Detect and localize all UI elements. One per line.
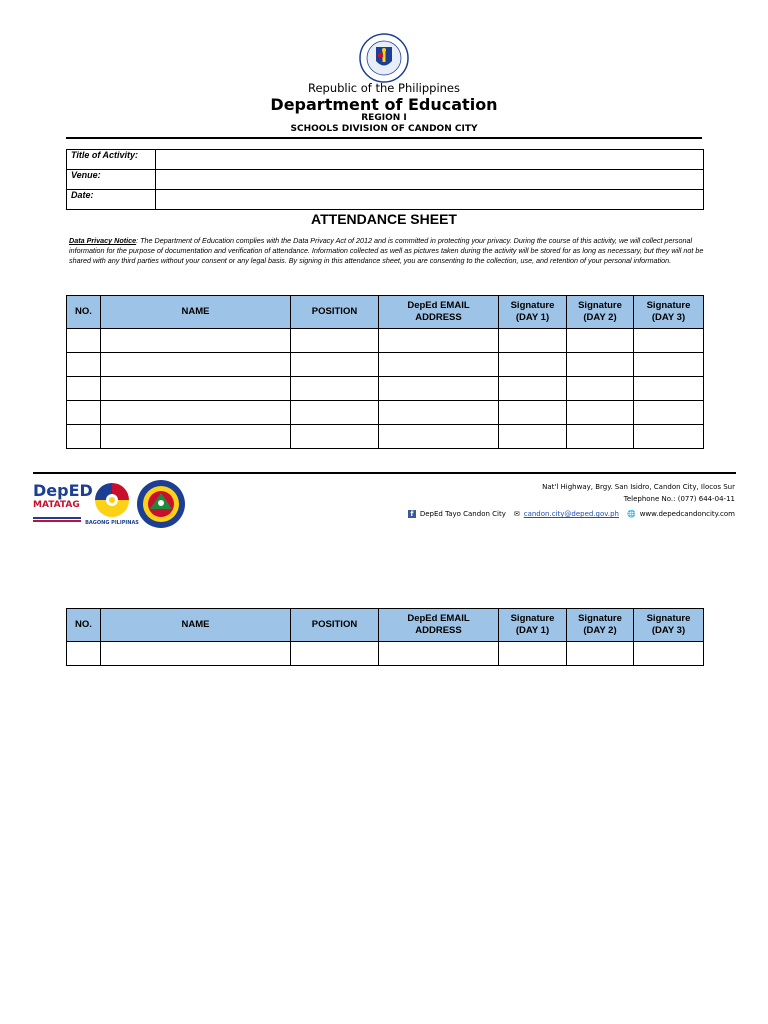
table-row [67, 401, 704, 425]
cell-email[interactable] [379, 425, 499, 449]
day3-label: (DAY 3) [651, 625, 686, 636]
cell-sig-day3[interactable] [634, 353, 704, 377]
col-header-email [379, 609, 499, 642]
department-heading: Department of Education [270, 95, 498, 114]
cell-position[interactable] [291, 642, 379, 666]
cell-sig-day2[interactable] [567, 401, 634, 425]
title-of-activity-field[interactable] [156, 150, 704, 170]
day2-label: (DAY 2) [583, 625, 617, 636]
cell-sig-day1[interactable] [499, 642, 567, 666]
bagong-logo-text: BAGONG PILIPINAS [85, 520, 139, 526]
cell-sig-day1[interactable] [499, 401, 567, 425]
privacy-notice-text: : The Department of Education complies with the Data Privacy Act of 2012 and is committed in protecting your privacy. During the course of this activity, we will collect personal information for the purpose of documentation and verification of attendance. Information collected as well as pictures taken during the activity will be stored for as long as necessary, but they will not be shared with any third parties without your consent or any legal basis. By signing in this attendance sheet, you are consenting to the collection, use, and retention of your personal information. [69, 236, 704, 265]
sig-label: Signature [646, 613, 691, 624]
sig-label: Signature [646, 300, 691, 311]
globe-icon: 🌐 [626, 510, 636, 518]
cell-sig-day2[interactable] [567, 377, 634, 401]
bagong-pilipinas-logo [85, 480, 139, 526]
col-header-position: POSITION [291, 609, 379, 642]
table-row [67, 353, 704, 377]
cell-email[interactable] [379, 353, 499, 377]
col-header-sig-day1 [499, 296, 567, 329]
deped-logo-text: DepED [33, 481, 93, 500]
cell-sig-day1[interactable] [499, 329, 567, 353]
cell-no[interactable] [67, 401, 101, 425]
col-header-position: POSITION [291, 296, 379, 329]
info-label-venue: Venue: [67, 170, 156, 190]
data-privacy-notice [69, 236, 709, 266]
attendance-table-page-2 [66, 608, 704, 666]
cell-position[interactable] [291, 425, 379, 449]
cell-no[interactable] [67, 642, 101, 666]
cell-position[interactable] [291, 401, 379, 425]
cell-name[interactable] [101, 377, 291, 401]
region-heading: REGION I [361, 113, 407, 123]
table-row [67, 425, 704, 449]
sig-label: Signature [510, 613, 555, 624]
cell-sig-day1[interactable] [499, 353, 567, 377]
cell-sig-day1[interactable] [499, 377, 567, 401]
matatag-logo-text: MATATAG [33, 500, 80, 510]
col-header-no: NO. [67, 296, 101, 329]
info-label-date: Date: [67, 190, 156, 210]
cell-sig-day1[interactable] [499, 425, 567, 449]
facebook-link[interactable]: DepEd Tayo Candon City [419, 510, 506, 518]
attendance-table [66, 295, 704, 449]
cell-sig-day2[interactable] [567, 353, 634, 377]
republic-heading: Republic of the Philippines [307, 81, 461, 95]
cell-no[interactable] [67, 353, 101, 377]
venue-field[interactable] [156, 170, 704, 190]
cell-sig-day3[interactable] [634, 329, 704, 353]
col-header-email-line2: ADDRESS [415, 625, 462, 636]
matatag-stripes-icon [33, 517, 81, 523]
cell-email[interactable] [379, 377, 499, 401]
footer-address-block [542, 481, 735, 505]
cell-no[interactable] [67, 425, 101, 449]
deped-matatag-logo [33, 481, 93, 527]
info-row-venue [67, 170, 704, 190]
attendance-sheet-title: ATTENDANCE SHEET [311, 211, 457, 227]
footer-contacts [408, 510, 735, 518]
cell-email[interactable] [379, 329, 499, 353]
col-header-email-line2: ADDRESS [415, 312, 462, 323]
footer-divider [33, 472, 736, 474]
cell-sig-day3[interactable] [634, 401, 704, 425]
col-header-email-line1: DepEd EMAIL [407, 300, 470, 311]
cell-position[interactable] [291, 353, 379, 377]
cell-sig-day2[interactable] [567, 642, 634, 666]
privacy-notice-label: Data Privacy Notice [69, 236, 137, 245]
col-header-sig-day1 [499, 609, 567, 642]
deped-seal-logo [359, 33, 409, 83]
table-row [67, 329, 704, 353]
footer-telephone: Telephone No.: (077) 644-04-11 [623, 495, 735, 503]
info-row-title [67, 150, 704, 170]
header-divider [66, 137, 702, 139]
website-link[interactable]: www.depedcandoncity.com [639, 510, 735, 518]
footer-address: Nat'l Highway, Brgy. San Isidro, Candon City, Ilocos Sur [542, 483, 735, 491]
page-break-mask [60, 449, 720, 473]
col-header-sig-day3 [634, 296, 704, 329]
sig-label: Signature [510, 300, 555, 311]
col-header-email-line1: DepEd EMAIL [407, 613, 470, 624]
facebook-icon: f [408, 510, 416, 518]
info-row-date [67, 190, 704, 210]
cell-sig-day3[interactable] [634, 377, 704, 401]
cell-position[interactable] [291, 329, 379, 353]
cell-name[interactable] [101, 401, 291, 425]
table-row [67, 642, 704, 666]
info-label-title: Title of Activity: [67, 150, 156, 170]
cell-no[interactable] [67, 329, 101, 353]
activity-info-table [66, 149, 704, 210]
division-seal-logo [136, 479, 186, 529]
division-heading: SCHOOLS DIVISION OF CANDON CITY [290, 124, 478, 134]
email-icon: ✉ [513, 510, 520, 518]
col-header-name: NAME [101, 609, 291, 642]
cell-sig-day2[interactable] [567, 425, 634, 449]
cell-sig-day3[interactable] [634, 425, 704, 449]
day3-label: (DAY 3) [651, 312, 686, 323]
sig-label: Signature [578, 613, 622, 624]
attendance-header-row [67, 609, 704, 642]
day1-label: (DAY 1) [515, 312, 550, 323]
attendance-header-row [67, 296, 704, 329]
cell-position[interactable] [291, 377, 379, 401]
day1-label: (DAY 1) [515, 625, 550, 636]
cell-email[interactable] [379, 642, 499, 666]
cell-sig-day2[interactable] [567, 329, 634, 353]
col-header-email [379, 296, 499, 329]
col-header-no: NO. [67, 609, 101, 642]
cell-name[interactable] [101, 329, 291, 353]
day2-label: (DAY 2) [583, 312, 617, 323]
col-header-name: NAME [101, 296, 291, 329]
sig-label: Signature [578, 300, 622, 311]
cell-name[interactable] [101, 642, 291, 666]
cell-email[interactable] [379, 401, 499, 425]
col-header-sig-day2 [567, 609, 634, 642]
col-header-sig-day3 [634, 609, 704, 642]
col-header-sig-day2 [567, 296, 634, 329]
cell-sig-day3[interactable] [634, 642, 704, 666]
date-field[interactable] [156, 190, 704, 210]
email-link[interactable]: candon.city@deped.gov.ph [523, 510, 619, 518]
table-row [67, 377, 704, 401]
cell-name[interactable] [101, 425, 291, 449]
cell-no[interactable] [67, 377, 101, 401]
cell-name[interactable] [101, 353, 291, 377]
